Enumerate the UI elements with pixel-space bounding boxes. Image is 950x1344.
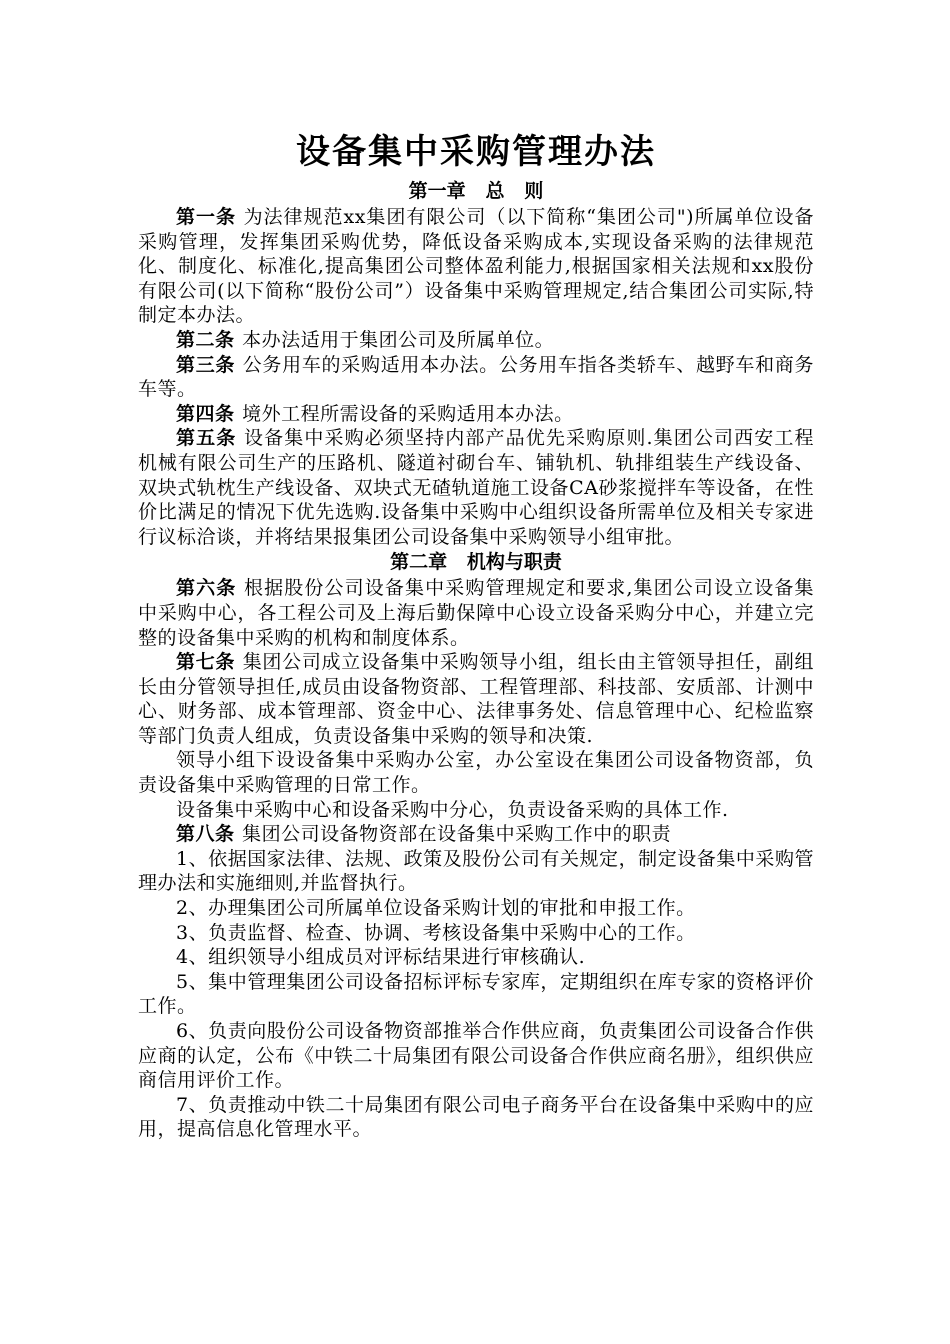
article-8-label: 第八条 — [176, 823, 235, 846]
article-1-text: 为法律规范xx集团有限公司（以下简称“集团公司")所属单位设备采购管理，发挥集团采购优势，降低设备采购成本,实现设备采购的法律规范化、制度化、标准化,提高集团公司整体盈利能力,根据国家相关法规和xx股份有限公司(以下简称“股份公司”）设备集中采购管理规定,结合集团公司实际,特制定本办法。 — [138, 206, 814, 327]
article-4-label: 第四条 — [176, 402, 235, 425]
chapter-2 — [138, 549, 814, 1142]
duty-item: 2、办理集团公司所属单位设备采购计划的审批和申报工作。 — [176, 897, 696, 920]
article-2 — [138, 328, 814, 353]
article-6 — [138, 576, 814, 650]
paragraph-center: 设备集中采购中心和设备采购中分心，负责设备采购的具体工作. — [176, 798, 729, 821]
article-1-label: 第一条 — [176, 206, 236, 228]
article-6-text: 根据股份公司设备集中采购管理规定和要求,集团公司设立设备集中采购中心，各工程公司及上海后勤保障中心设立设备采购分中心，并建立完整的设备集中采购的机构和制度体系。 — [138, 577, 814, 649]
article-7-label: 第七条 — [176, 651, 236, 674]
article-4 — [138, 402, 814, 427]
article-1 — [138, 205, 814, 328]
duty-item: 6、负责向股份公司设备物资部推举合作供应商，负责集团公司设备合作供应商的认定，公布《中铁二十局集团有限公司设备合作供应商名册》，组织供应商信用评价工作。 — [138, 1020, 814, 1092]
article-2-text: 本办法适用于集团公司及所属单位。 — [242, 328, 555, 351]
article-6-label: 第六条 — [176, 577, 237, 600]
document-page — [138, 128, 814, 1142]
article-7 — [138, 650, 814, 748]
article-3-label: 第三条 — [176, 353, 236, 376]
article-4-text: 境外工程所需设备的采购适用本办法。 — [242, 402, 574, 425]
article-5 — [138, 426, 814, 549]
article-3-text: 公务用车的采购适用本办法。公务用车指各类轿车、越野车和商务车等。 — [138, 353, 814, 401]
article-8-text: 集团公司设备物资部在设备集中采购工作中的职责 — [242, 823, 672, 846]
article-3 — [138, 353, 814, 402]
chapter-2-title: 第二章 机构与职责 — [390, 551, 562, 574]
article-5-label: 第五条 — [176, 427, 237, 450]
duty-item: 5、集中管理集团公司设备招标评标专家库，定期组织在库专家的资格评价工作。 — [138, 970, 814, 1018]
duty-item: 3、负责监督、检查、协调、考核设备集中采购中心的工作。 — [176, 921, 696, 944]
duty-item: 7、负责推动中铁二十局集团有限公司电子商务平台在设备集中采购中的应用，提高信息化管理水平。 — [138, 1093, 814, 1141]
article-7-text: 集团公司成立设备集中采购领导小组，组长由主管领导担任，副组长由分管领导担任,成员由设备物资部、工程管理部、科技部、安质部、计测中心、财务部、成本管理部、资金中心、法律事务处、信息管理中心、纪检监察等部门负责人组成，负责设备集中采购的领导和决策. — [138, 651, 814, 747]
chapter-1 — [138, 178, 814, 549]
duty-item: 1、依据国家法律、法规、政策及股份公司有关规定，制定设备集中采购管理办法和实施细则,并监督执行。 — [138, 847, 814, 895]
duty-item: 4、组织领导小组成员对评标结果进行审核确认. — [176, 946, 586, 969]
paragraph-office: 领导小组下设设备集中采购办公室，办公室设在集团公司设备物资部，负责设备集中采购管理的日常工作。 — [138, 749, 814, 797]
article-5-text: 设备集中采购必须坚持内部产品优先采购原则.集团公司西安工程机械有限公司生产的压路机、隧道衬砌台车、铺轨机、轨排组装生产线设备、双块式轨枕生产线设备、双块式无碴轨道施工设备CA砂浆搅拌车等设备，在性价比满足的情况下优先选购.设备集中采购中心组织设备所需单位及相关专家进行议标洽谈，并将结果报集团公司设备集中采购领导小组审批。 — [138, 427, 814, 548]
document-title: 设备集中采购管理办法 — [296, 132, 656, 172]
chapter-1-title: 第一章 总 则 — [408, 180, 544, 202]
article-2-label: 第二条 — [176, 328, 235, 351]
article-8 — [138, 822, 814, 847]
